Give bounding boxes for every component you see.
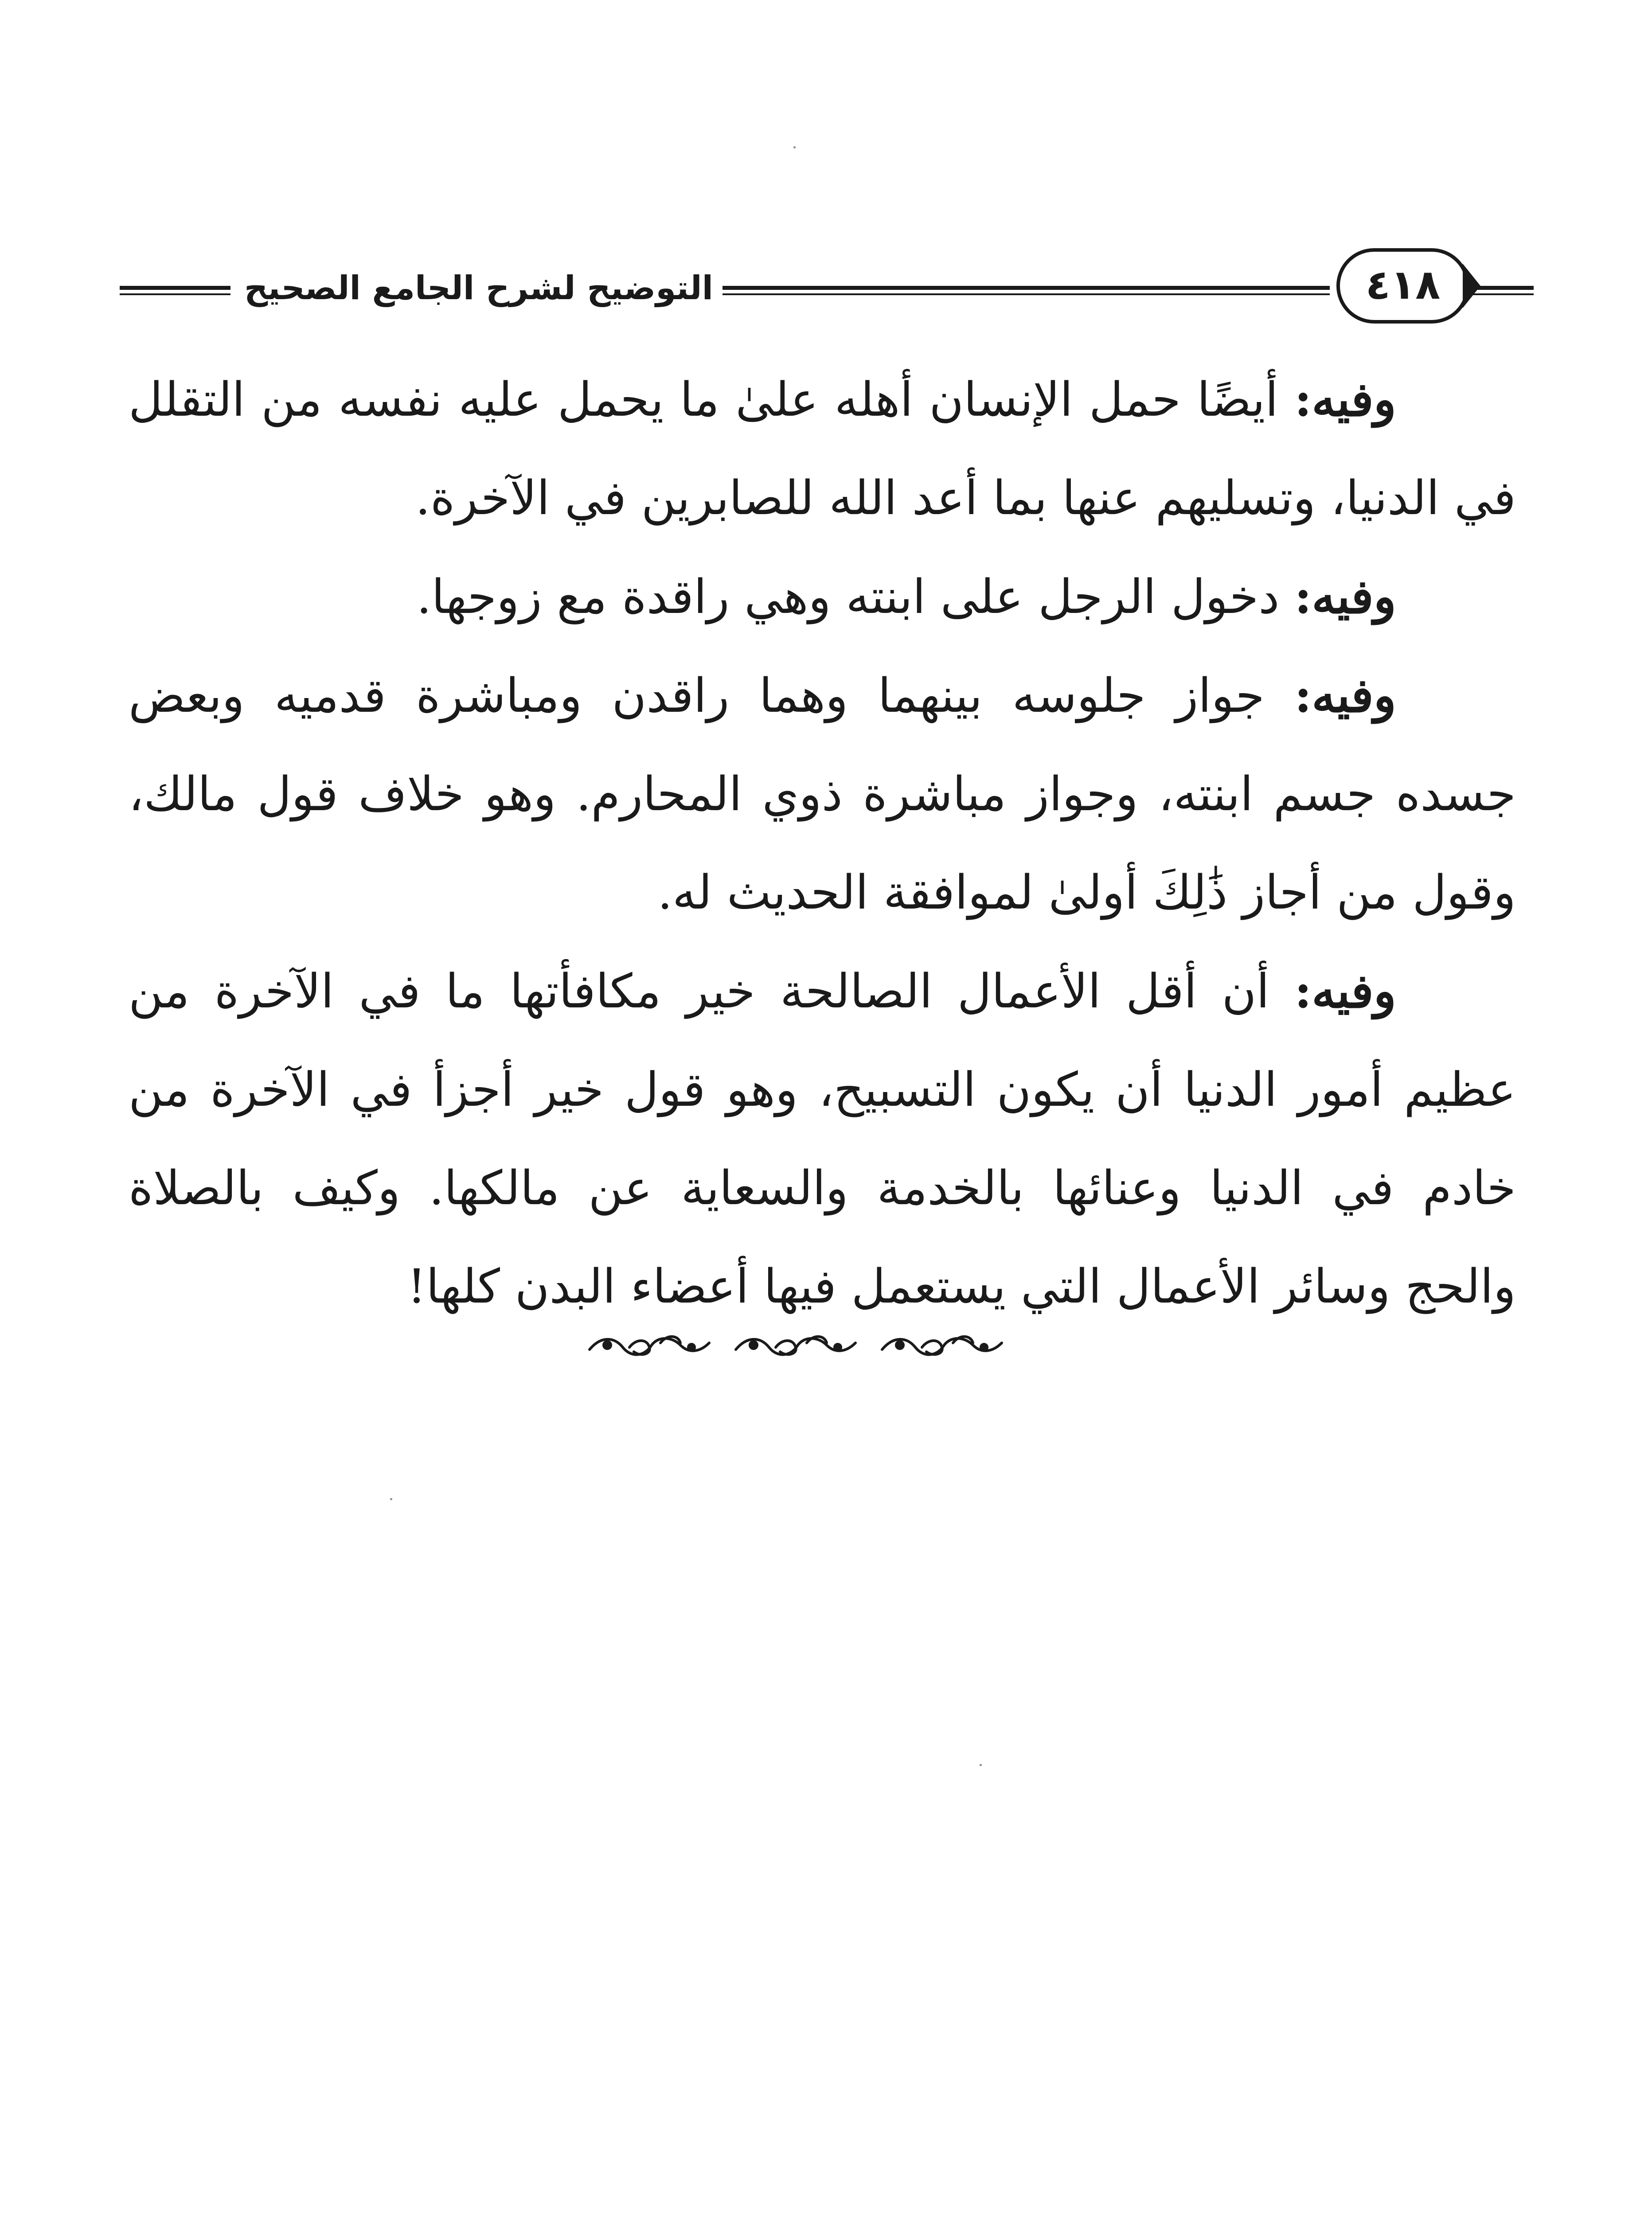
scan-speck [390, 1498, 392, 1500]
floral-divider-icon [581, 1325, 1006, 1365]
ornament-motif [736, 1337, 855, 1355]
paragraph-lead: وفيه: [1294, 963, 1396, 1018]
paragraph-text: دخول الرجل على ابنته وهي راقدة مع زوجها. [416, 570, 1295, 624]
paragraph-text: جواز جلوسه بينهما وهما راقدن ومباشرة قدميه وبعض جسده جسم ابنته، وجواز مباشرة ذوي المحارم. وهو خلاف قول مالك، وقول من أجاز ذَٰلِكَ أولىٰ لموافقة الحديث له. [129, 668, 1516, 920]
page-header [120, 239, 1534, 332]
paragraph [129, 646, 1516, 942]
paragraph [129, 942, 1516, 1336]
paragraph-lead: وفيه: [1294, 667, 1396, 723]
ornament-motif [590, 1337, 709, 1355]
scan-speck [980, 1764, 982, 1766]
paragraph-lead: وفيه: [1294, 371, 1396, 427]
running-title: التوضيح لشرح الجامع الصحيح [244, 269, 714, 307]
header-rule-left [120, 286, 230, 295]
page-number: ٤١٨ [1336, 248, 1469, 324]
header-rule-middle [723, 286, 1330, 295]
main-text [129, 350, 1516, 1336]
paragraph-text: أن أقل الأعمال الصالحة خير مكافأتها ما في الآخرة من عظيم أمور الدنيا أن يكون التسبيح، وهو قول خير أجزأ في الآخرة من خادم في الدنيا وعنائها بالخدمة والسعاية عن مالكها. وكيف بالصلاة والحج وسائر الأعمال التي يستعمل فيها أعضاء البدن كلها! [129, 964, 1516, 1314]
paragraph-text: أيضًا حمل الإنسان أهله علىٰ ما يحمل عليه نفسه من التقلل في الدنيا، وتسليهم عنها بما أعد الله للصابرين في الآخرة. [129, 372, 1516, 525]
paragraph [129, 350, 1516, 547]
ornament-motif [882, 1337, 1002, 1355]
header-rule-right [1472, 286, 1534, 295]
paragraph [129, 547, 1516, 646]
scan-speck [793, 146, 796, 148]
paragraph-lead: وفيه: [1294, 569, 1396, 624]
